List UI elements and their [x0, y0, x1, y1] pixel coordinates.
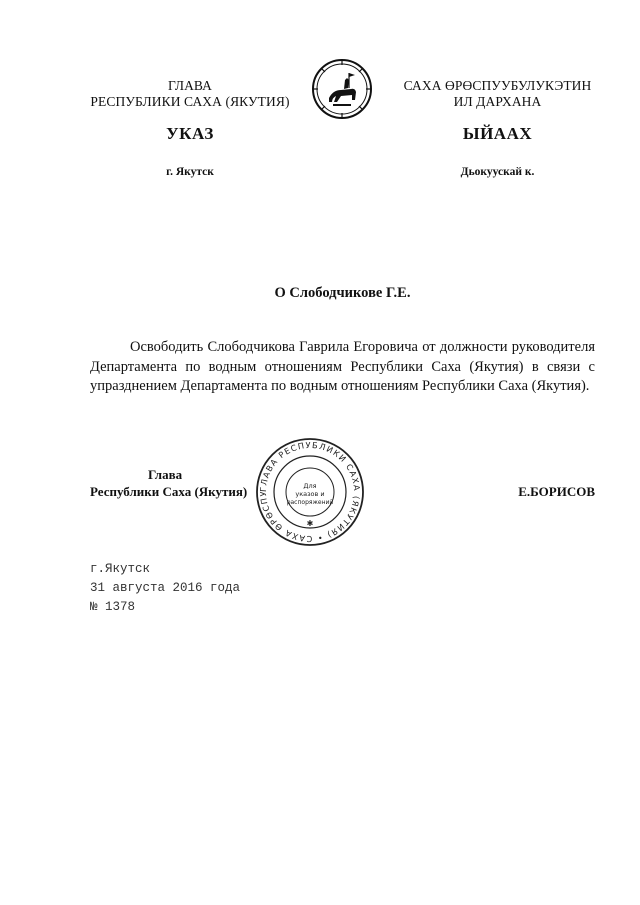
header-left-line1: ГЛАВА	[167, 78, 213, 93]
registration-block	[90, 560, 350, 617]
official-stamp	[255, 437, 365, 547]
stamp-center-line3: распоряжений	[286, 499, 334, 506]
registration-city: г.Якутск	[90, 562, 151, 576]
stamp-star-icon: ✱	[306, 519, 314, 528]
header-right-line1: САХА ӨРӨСПУУБУЛУКЭТИН	[403, 78, 592, 93]
document-body	[90, 338, 595, 397]
stamp-center-line2: указов и	[295, 490, 325, 498]
signature-title-line1: Глава	[148, 467, 183, 482]
place-left: г. Якутск	[166, 166, 214, 178]
doc-type-left: УКАЗ	[166, 124, 214, 143]
header-right	[385, 78, 610, 110]
signature-title-line2: Республики Саха (Якутия)	[90, 484, 248, 499]
header-right-line2: ИЛ ДАРХАНА	[453, 94, 542, 109]
header-left-line2: РЕСПУБЛИКИ САХА (ЯКУТИЯ)	[90, 94, 290, 109]
signature-title	[90, 466, 270, 500]
registration-number: № 1378	[90, 600, 136, 614]
stamp-center-line1: Для	[303, 482, 317, 490]
header-left	[70, 78, 310, 110]
document-subject: О Слободчикове Г.Е.	[274, 285, 411, 301]
place-right: Дьокуускай к.	[460, 166, 535, 178]
body-paragraph: Освободить Слободчикова Гаврила Егоровича от должности руководителя Департамента по водным отношениям Республики Саха (Якутия) в связи с упразднением Департамента по водным отношениям Республики Саха (Якутия).	[90, 339, 595, 394]
doc-type-right: ЫЙААХ	[462, 124, 533, 143]
signature-name: Е.БОРИСОВ	[518, 484, 595, 499]
registration-date: 31 августа 2016 года	[90, 581, 241, 595]
coat-of-arms-icon	[311, 58, 373, 120]
stamp-outer-text: ГЛАВА РЕСПУБЛИКИ САХА (ЯКУТИЯ) • САХА ӨРӨСПУ	[257, 439, 363, 545]
